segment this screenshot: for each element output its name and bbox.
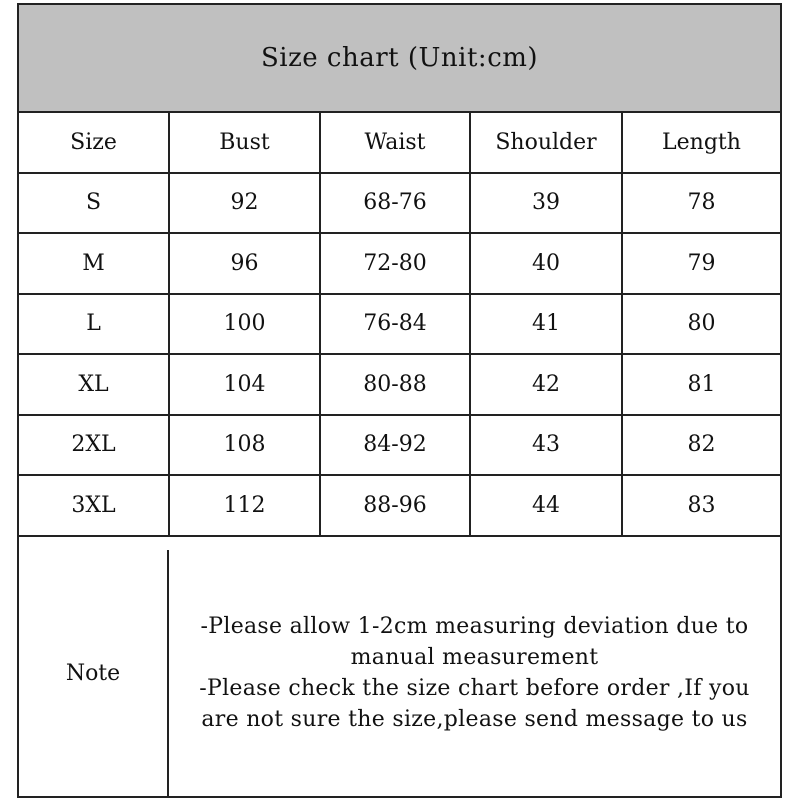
cell-waist: 80-88 xyxy=(320,354,470,415)
cell-size: L xyxy=(19,294,169,355)
header-length: Length xyxy=(622,113,780,173)
cell-bust: 104 xyxy=(169,354,320,415)
cell-size: 3XL xyxy=(19,475,169,536)
chart-title: Size chart (Unit:cm) xyxy=(19,5,780,113)
header-shoulder: Shoulder xyxy=(470,113,622,173)
note-line-deviation: -Please allow 1-2cm measuring deviation due to manual measurement xyxy=(200,614,749,670)
cell-length: 81 xyxy=(622,354,780,415)
note-row xyxy=(19,550,780,796)
table-row xyxy=(19,415,780,476)
cell-length: 82 xyxy=(622,415,780,476)
cell-waist: 68-76 xyxy=(320,173,470,234)
cell-waist: 88-96 xyxy=(320,475,470,536)
cell-bust: 108 xyxy=(169,415,320,476)
note-body xyxy=(169,550,780,796)
table-row xyxy=(19,475,780,536)
size-chart xyxy=(17,3,782,798)
size-table xyxy=(19,113,780,537)
table-header-row xyxy=(19,113,780,173)
cell-shoulder: 42 xyxy=(470,354,622,415)
cell-size: M xyxy=(19,233,169,294)
cell-waist: 76-84 xyxy=(320,294,470,355)
header-waist: Waist xyxy=(320,113,470,173)
header-bust: Bust xyxy=(169,113,320,173)
cell-length: 80 xyxy=(622,294,780,355)
cell-waist: 72-80 xyxy=(320,233,470,294)
cell-size: 2XL xyxy=(19,415,169,476)
cell-bust: 92 xyxy=(169,173,320,234)
cell-waist: 84-92 xyxy=(320,415,470,476)
table-row xyxy=(19,354,780,415)
cell-bust: 96 xyxy=(169,233,320,294)
cell-length: 83 xyxy=(622,475,780,536)
cell-bust: 100 xyxy=(169,294,320,355)
header-size: Size xyxy=(19,113,169,173)
cell-shoulder: 41 xyxy=(470,294,622,355)
cell-size: XL xyxy=(19,354,169,415)
cell-size: S xyxy=(19,173,169,234)
note-label: Note xyxy=(19,550,169,796)
cell-shoulder: 39 xyxy=(470,173,622,234)
cell-shoulder: 40 xyxy=(470,233,622,294)
cell-length: 79 xyxy=(622,233,780,294)
table-row xyxy=(19,173,780,234)
table-row xyxy=(19,294,780,355)
note-line-check-size: -Please check the size chart before order ,If you are not sure the size,please send message to us xyxy=(199,676,750,732)
cell-length: 78 xyxy=(622,173,780,234)
cell-shoulder: 44 xyxy=(470,475,622,536)
cell-bust: 112 xyxy=(169,475,320,536)
cell-shoulder: 43 xyxy=(470,415,622,476)
table-row xyxy=(19,233,780,294)
